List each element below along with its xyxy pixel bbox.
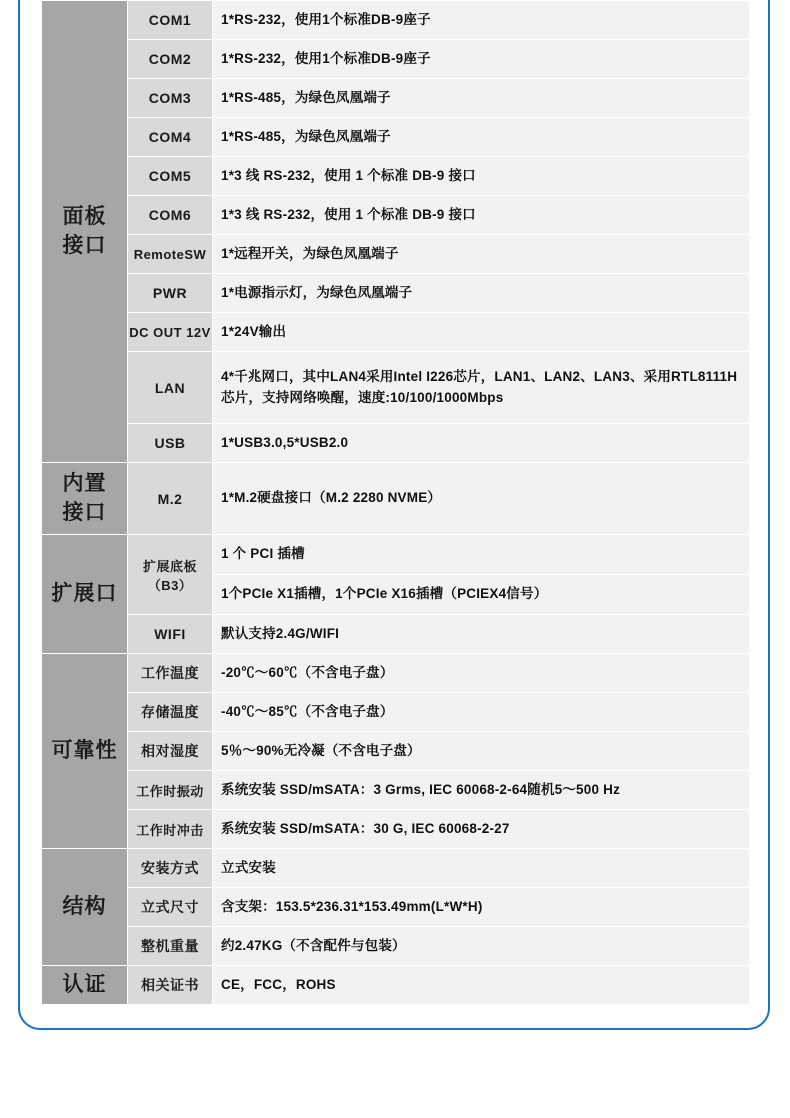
table-row	[42, 732, 750, 771]
sub-label-com1: COM1	[128, 1, 213, 40]
value-com6: 1*3 线 RS-232，使用 1 个标准 DB-9 接口	[213, 196, 750, 235]
table-row	[42, 352, 750, 424]
group-label-certification: 认证	[42, 966, 128, 1005]
value-dc-out-12v: 1*24V输出	[213, 313, 750, 352]
value-usb: 1*USB3.0,5*USB2.0	[213, 424, 750, 463]
value-pwr: 1*电源指示灯，为绿色凤凰端子	[213, 274, 750, 313]
specification-table	[41, 0, 750, 1005]
sub-label-operating-temperature: 工作温度	[128, 654, 213, 693]
table-row	[42, 196, 750, 235]
value-com2: 1*RS-232，使用1个标准DB-9座子	[213, 40, 750, 79]
value-operating-shock: 系统安装 SSD/mSATA：30 G, IEC 60068-2-27	[213, 810, 750, 849]
value-pcie-slot: 1个PCIe X1插槽，1个PCIe X16插槽（PCIEX4信号）	[213, 575, 750, 615]
sub-label-operating-shock: 工作时冲击	[128, 810, 213, 849]
sub-label-wifi: WIFI	[128, 615, 213, 654]
table-row	[42, 535, 750, 575]
table-row	[42, 235, 750, 274]
value-dimensions: 含支架：153.5*236.31*153.49mm(L*W*H)	[213, 888, 750, 927]
sub-label-usb: USB	[128, 424, 213, 463]
table-row	[42, 1, 750, 40]
table-row	[42, 40, 750, 79]
sub-label-pwr: PWR	[128, 274, 213, 313]
sub-label-expansion-backplane: 扩展底板 （B3）	[128, 535, 213, 615]
table-row	[42, 615, 750, 654]
value-operating-vibration: 系统安装 SSD/mSATA：3 Grms, IEC 60068-2-64随机5～500 Hz	[213, 771, 750, 810]
sub-label-weight: 整机重量	[128, 927, 213, 966]
sub-label-com2: COM2	[128, 40, 213, 79]
sub-label-remotesw: RemoteSW	[128, 235, 213, 274]
specification-table-container	[41, 0, 749, 1005]
value-lan: 4*千兆网口，其中LAN4采用Intel I226芯片，LAN1、LAN2、LAN3、采用RTL8111H芯片，支持网络唤醒，速度:10/100/1000Mbps	[213, 352, 750, 424]
sub-label-com4: COM4	[128, 118, 213, 157]
value-operating-temperature: -20℃～60℃（不含电子盘）	[213, 654, 750, 693]
sub-label-dc-out-12v: DC OUT 12V	[128, 313, 213, 352]
value-mounting: 立式安装	[213, 849, 750, 888]
table-row	[42, 157, 750, 196]
value-com4: 1*RS-485，为绿色凤凰端子	[213, 118, 750, 157]
value-wifi: 默认支持2.4G/WIFI	[213, 615, 750, 654]
sub-label-storage-temperature: 存储温度	[128, 693, 213, 732]
sub-label-lan: LAN	[128, 352, 213, 424]
value-m2: 1*M.2硬盘接口（M.2 2280 NVME）	[213, 463, 750, 535]
group-label-expansion: 扩展口	[42, 535, 128, 654]
sub-label-certificates: 相关证书	[128, 966, 213, 1005]
sub-label-dimensions: 立式尺寸	[128, 888, 213, 927]
table-row	[42, 313, 750, 352]
sub-label-com3: COM3	[128, 79, 213, 118]
table-row	[42, 927, 750, 966]
table-row	[42, 654, 750, 693]
table-row	[42, 693, 750, 732]
group-label-reliability: 可靠性	[42, 654, 128, 849]
sub-label-operating-vibration: 工作时振动	[128, 771, 213, 810]
value-certificates: CE，FCC，ROHS	[213, 966, 750, 1005]
sub-label-mounting: 安装方式	[128, 849, 213, 888]
group-label-panel-interface: 面板 接口	[42, 1, 128, 463]
value-remotesw: 1*远程开关，为绿色凤凰端子	[213, 235, 750, 274]
group-label-structure: 结构	[42, 849, 128, 966]
table-row	[42, 888, 750, 927]
sub-label-m2: M.2	[128, 463, 213, 535]
value-com3: 1*RS-485，为绿色凤凰端子	[213, 79, 750, 118]
table-row	[42, 274, 750, 313]
sub-label-relative-humidity: 相对湿度	[128, 732, 213, 771]
value-relative-humidity: 5％～90%无冷凝（不含电子盘）	[213, 732, 750, 771]
table-row	[42, 463, 750, 535]
table-row	[42, 79, 750, 118]
value-pci-slot: 1 个 PCI 插槽	[213, 535, 750, 575]
value-com1: 1*RS-232，使用1个标准DB-9座子	[213, 1, 750, 40]
group-label-internal-interface: 内置 接口	[42, 463, 128, 535]
table-row	[42, 966, 750, 1005]
sub-label-com6: COM6	[128, 196, 213, 235]
table-row	[42, 424, 750, 463]
table-row	[42, 849, 750, 888]
table-row	[42, 810, 750, 849]
table-row	[42, 118, 750, 157]
value-storage-temperature: -40℃～85℃（不含电子盘）	[213, 693, 750, 732]
sub-label-com5: COM5	[128, 157, 213, 196]
table-row	[42, 771, 750, 810]
value-com5: 1*3 线 RS-232，使用 1 个标准 DB-9 接口	[213, 157, 750, 196]
value-weight: 约2.47KG（不含配件与包装）	[213, 927, 750, 966]
